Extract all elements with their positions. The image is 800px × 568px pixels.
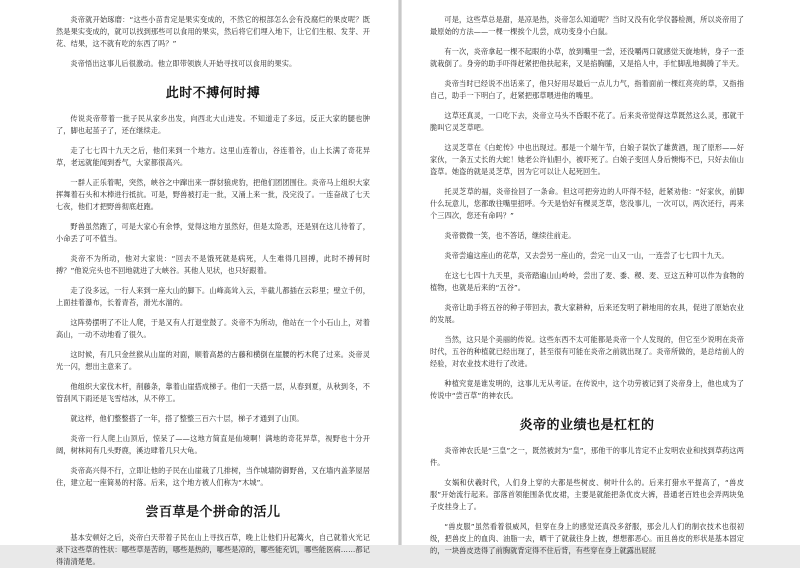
paragraph: 炎帝就开始琢磨：“这些小苗肯定是果实变成的，不然它的根部怎么会有没腐烂的果皮呢？既然是果实变成的，就可以找到那些可以食用的果实，然后将它们埋入地下，让它们生根、发芽、开花、结果，这不就有吃的东西了吗？”	[56, 15, 370, 48]
paragraph: 炎帝不为所动，他对大家说：“回去不是饿死就是病死，人生难得几回搏，此时不搏何时搏？”他说完头也不回地就进了大峡谷。其他人见状，也只好跟着。	[56, 254, 370, 275]
paragraph: 这时候，有几只金丝猴从山崖的对面，顺着高悬的古藤和横倒在崖腰的朽木爬了过来。炎帝灵光一闪，想出主意来了。	[56, 350, 370, 371]
paragraph: 炎帝尝遍这座山的花草，又去尝另一座山的，尝完一山又一山，一连尝了七七四十九天。	[444, 251, 729, 260]
paragraph: 在这七七四十九天里，炎帝踏遍山山岭岭，尝出了麦、黍、稷、麦、豆这五种可以作为食物的植物，也就是后来的“五谷”。	[430, 271, 744, 292]
paragraph: 野兽虽然跑了，可是大家心有余悸，觉得这地方虽然好，但是太险恶，还是别在这儿待着了，小命丢了可不值当。	[56, 222, 370, 243]
paragraph: 炎帝一行人爬上山顶后，惊呆了——这地方简直是仙境啊！满地的奇花异草，视野也十分开阔，树林间有几头野鹿，溪边肆着几只大龟。	[56, 434, 370, 455]
paragraph: 走了七七四十九天之后，他们来到一个地方。这里山连着山，谷连着谷，山上长满了奇花异草，老远就能闻到香气，大家都很高兴。	[56, 146, 370, 167]
section-heading: 炎帝的业绩也是杠杠的	[519, 418, 655, 433]
paragraph: 传说炎帝带着一批子民从家乡出发，向西北大山进发。不知道走了多远，反正大家的腿也肿了，脚也起茧子了，还在继续走。	[56, 114, 370, 135]
paragraph: 炎帝悟出这事儿后很激动。他立即带领族人开始寻找可以食用的果实。	[70, 59, 297, 68]
paragraph: 这阵势摆明了不让人爬，于是又有人打退堂鼓了。炎帝不为所动，他站在一个小石山上，对着高山，一动不动地看了很久。	[56, 318, 370, 339]
paragraph: 就这样，他们整整搭了一年，搭了整整三百六十层，梯子才通到了山顶。	[70, 414, 304, 423]
paragraph: 炎帝神农氏是“三皇”之一，既然被封为“皇”，那他干的事儿肯定不止发明农业和找到草药这两件。	[430, 446, 744, 467]
paragraph: 炎帝微微一笑，也不答话，继续往前走。	[444, 231, 576, 240]
paragraph: 有一次，炎帝拿起一棵不起眼的小草，放到嘴里一尝，还没嚼两口就感觉天旋地转，身子一歪就栽倒了。身旁的助手吓得赶紧把他扶起来，又是掐胸脯，又是掐人中，手忙脚乱地揭腾了半天。	[430, 47, 744, 68]
paragraph: 炎帝高兴得不行，立即让他的子民在山崖栽了几排树，当作城墙防御野兽，又在墙内盖茅屋居住，建立起一座简易的村落。后来，这个地方被人们称为“木城”。	[56, 466, 370, 487]
paragraph: 一群人正乐着呢，突然，峡谷之中蹿出来一群豺狼虎豹，把他们团团围住。炎帝马上组织大家挥舞着石头和木棒进行抵抗。可是，野兽被打走一批，又涌上来一批，没完没了。一连奋战了七天七夜，他们才把野兽彻底赶跑。	[56, 178, 370, 211]
paragraph: 这灵芝草在《白蛇传》中也出现过。那是一个端午节，白娘子误饮了雄黄酒，现了原形——好家伙，一条五丈长的大蛇！她老公许仙胆小，被吓死了。白娘子变回人身后懊悔不已，只好去仙山盗草。她盗的就是灵芝草，因为它可以让人起死回生。	[430, 143, 744, 176]
left-page	[0, 0, 399, 566]
section-heading: 此时不搏何时搏	[165, 86, 261, 101]
paragraph: 他组织大家伐木杆，削藤条，靠着山崖搭成梯子。他们一天搭一层，从春到夏，从秋到冬，不管刮风下雨还是飞雪结冰，从不停工。	[56, 382, 370, 403]
section-heading: 尝百草是个拼命的活儿	[145, 505, 281, 520]
paragraph: 种植究竟是谁发明的，这事儿无从考证。在传说中，这个功劳被记到了炎帝身上，他也成为了传说中“尝百草”的神农氏。	[430, 379, 744, 400]
paragraph: 炎帝让助手将五谷的种子带回去，教大家耕种，后来还发明了耕地用的农具，促进了原始农业的发展。	[430, 303, 744, 324]
paragraph: 基本安顿好之后，炎帝白天带着子民在山上寻找百草，晚上让他们升起篝火，自己就着火光记录下这些草的性状：哪些草是苦的，哪些是热的，哪些是凉的，哪些能充饥，哪些能医病……都记得清清楚楚。	[56, 533, 370, 566]
paragraph: 女娲和伏羲时代，人们身上穿的大都是些树皮、树叶什么的。后来打猎水平提高了，“兽皮服”开始流行起来。部落首领能围条优皮裙，主要是就能把条优皮大裤，普通老百姓也会弄两块兔子皮挂身上了。	[430, 478, 744, 511]
paragraph: 炎帝当时已经说不出话来了，他只好用尽最后一点儿力气，指着面前一棵红亮亮的草，又指指自己，助手一下明白了，赶紧把那草喂进他的嘴里。	[430, 79, 744, 100]
paragraph: “兽皮服”虽然看着很威风，但穿在身上的感觉还真没多舒服，那会儿人们的制衣技术也很初级，把兽皮上的血肉、油脂一去，晒干了就裁往身上披，想想都恶心。而且兽皮的形状是基本固定的，一块兽皮迭得了前胸就背定得不住后背，有些穿在身上就露出屁屁	[430, 522, 744, 555]
paragraph: 当然，这只是个美丽的传说。这些东西不太可能都是炎帝一个人发现的，但它至少说明在炎帝时代，五谷的种植就已经出现了，甚至很有可能在炎帝之前就出现了。炎帝所做的，是总结前人的经验，对农业技术进行了改进。	[430, 335, 744, 368]
right-page	[401, 0, 800, 555]
paragraph: 可是，这些草总是甜，是凉是热，炎帝怎么知道呢？当时又没有化学仪器检测，所以炎帝用了最原始的方法——一棵一棵挨个儿尝，成功变身小白鼠。	[430, 15, 744, 36]
paragraph: 这草还真灵，一口吃下去，炎帝立马头不昏眼不花了。后来炎帝觉得这草既然这么灵，那就干脆叫它灵芝草吧。	[430, 111, 744, 132]
paragraph: 走了没多远，一行人来到一座大山的脚下。山峰高耸入云，半截儿都插在云彩里；壁立千仞，上面挂着瀑布，长着青苔，滑光水溜的。	[56, 286, 370, 307]
paragraph: 托灵芝草的福，炎帝捡回了一条命。但这可把旁边的人吓得不轻，赶紧劝他：“好家伙，前脚什么玩意儿，您都敢往嘴里招呼。今天是恰好有棵灵芝草，您没事儿，一次可以，两次还行，再来个三四次，您还有命吗？”	[430, 187, 744, 220]
